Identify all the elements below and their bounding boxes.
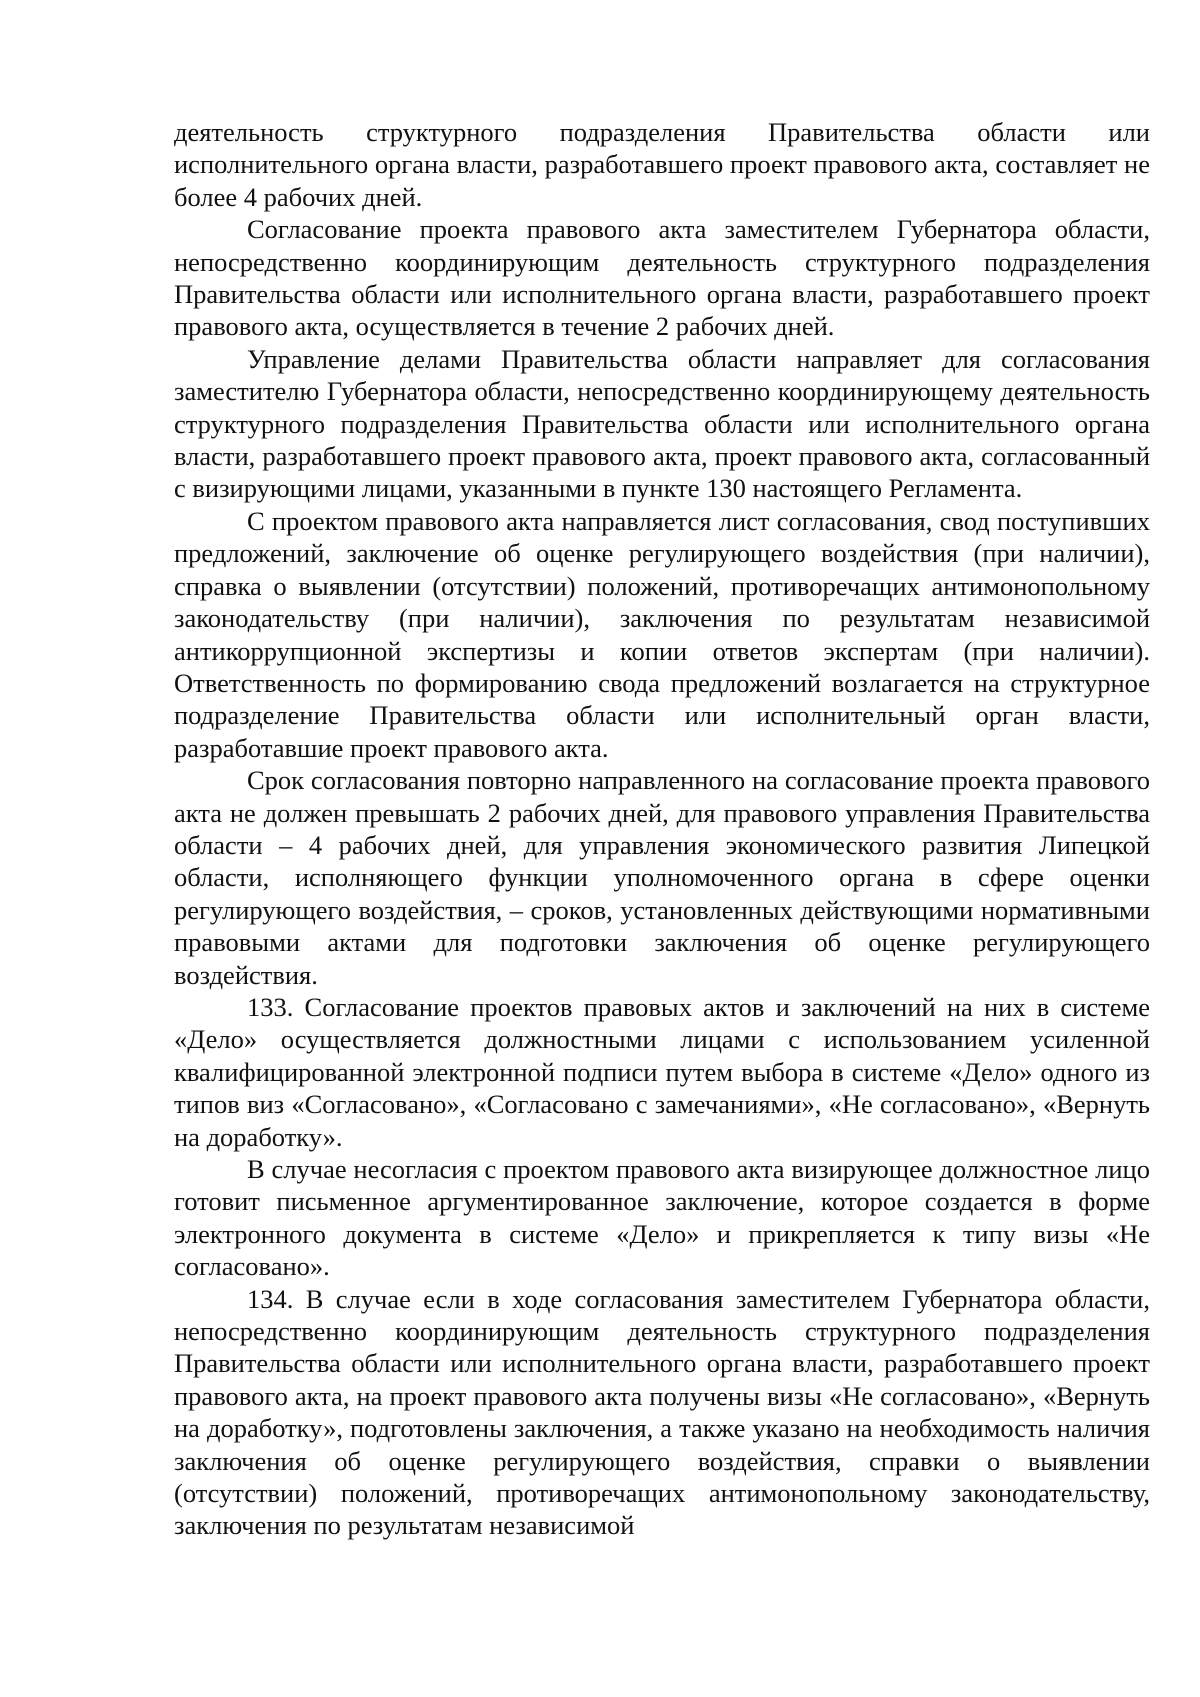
paragraph-attachments: С проектом правового акта направляется лист согласования, свод поступивших предложений, заключение об оценке регулирующего воздействия (при наличии), справка о выявлении (отсутствии) положений, противоречащих антимонопольному законодательству (при наличии), заключения по результатам независимой антикоррупционной экспертизы и копии ответов экспертам (при наличии). Ответственность по формированию свода предложений возлагается на структурное подразделение Правительства области или исполнительный орган власти, разработавшие проект правового акта. — [174, 505, 1150, 763]
paragraph-clause-133: 133. Согласование проектов правовых актов и заключений на них в системе «Дело» осуществляется должностными лицами с использованием усиленной квалифицированной электронной подписи путем выбора в системе «Дело» одного из типов виз «Согласовано», «Согласовано с замечаниями», «Не согласовано», «Вернуть на доработку». — [174, 991, 1150, 1152]
paragraph-deputy-governor-approval: Согласование проекта правового акта заместителем Губернатора области, непосредственно координирующим деятельность структурного подразделения Правительства области или исполнительного органа власти, разработавшего проект правового акта, осуществляется в течение 2 рабочих дней. — [174, 214, 1150, 342]
paragraph-resubmission-deadline: Срок согласования повторно направленного на согласование проекта правового акта не должен превышать 2 рабочих дней, для правового управления Правительства области – 4 рабочих дней, для управления экономического развития Липецкой области, исполняющего функции уполномоченного органа в сфере оценки регулирующего воздействия, – сроков, установленных действующими нормативными правовыми актами для подготовки заключения об оценке регулирующего воздействия. — [174, 765, 1150, 990]
document-page — [174, 116, 1150, 1542]
paragraph-clause-134: 134. В случае если в ходе согласования заместителем Губернатора области, непосредственно координирующим деятельность структурного подразделения Правительства области или исполнительного органа власти, разработавшего проект правового акта, на проект правового акта получены визы «Не согласовано», «Вернуть на доработку», подготовлены заключения, а также указано на необходимость наличия заключения об оценке регулирующего воздействия, справки о выявлении (отсутствии) положений, противоречащих антимонопольному законодательству, заключения по результатам независимой — [174, 1283, 1150, 1541]
paragraph-disagreement: В случае несогласия с проектом правового акта визирующее должностное лицо готовит письменное аргументированное заключение, которое создается в форме электронного документа в системе «Дело» и прикрепляется к типу визы «Не согласовано». — [174, 1154, 1150, 1282]
paragraph-administration-submission: Управление делами Правительства области направляет для согласования заместителю Губернатора области, непосредственно координирующему деятельность структурного подразделения Правительства области или исполнительного органа власти, разработавшего проект правового акта, проект правового акта, согласованный с визирующими лицами, указанными в пункте 130 настоящего Регламента. — [174, 343, 1150, 504]
paragraph-continuation: деятельность структурного подразделения Правительства области или исполнительного органа власти, разработавшего проект правового акта, составляет не более 4 рабочих дней. — [174, 117, 1150, 212]
